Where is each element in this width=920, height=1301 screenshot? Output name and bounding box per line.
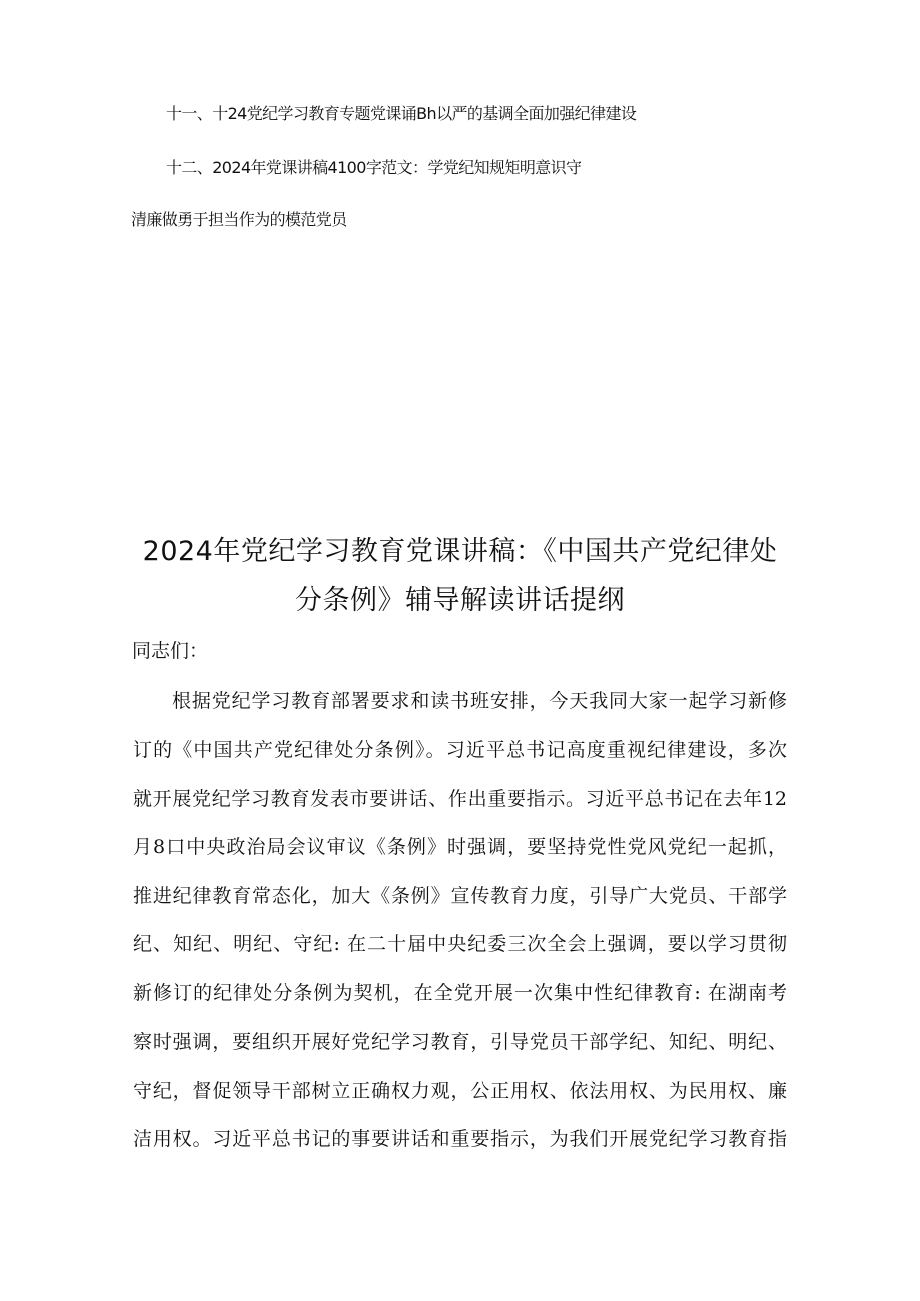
salutation: 同志们： bbox=[132, 640, 209, 662]
body-line: 察时强调，要组织开展好党纪学习教育，引导党员干部学纪、知纪、明纪、 bbox=[133, 1031, 787, 1053]
body-line: 新修订的纪律处分条例为契机，在全党开展一次集中性纪律教育: 在湖南考 bbox=[133, 982, 787, 1004]
document-title-line-2: 分条例》辅导解读讲话提纲 bbox=[295, 585, 625, 616]
body-line: 洁用权。习近平总书记的事要讲话和重要指示，为我们开展党纪学习教育指 bbox=[133, 1128, 787, 1150]
body-line: 纪、知纪、明纪、守纪: 在二十届中央纪委三次全会上强调，要以学习贯彻 bbox=[133, 933, 787, 955]
document-title-line-1: 2024年党纪学习教育党课讲稿：《中国共产党纪律处 bbox=[142, 536, 778, 567]
body-line: 月8口中央政治局会议审议《条例》时强调，要坚持党性党风党纪一起抓， bbox=[133, 836, 787, 858]
body-line: 订的《中国共产党纪律处分条例》。习近平总书记高度重视纪律建设，多次 bbox=[133, 739, 787, 761]
body-line: 就开展党纪学习教育发表市要讲话、作出重要指示。习近平总书记在去年12 bbox=[133, 788, 787, 810]
body-line: 推进纪律教育常态化，加大《条例》宣传教育力度，引导广大党员、干部学 bbox=[133, 885, 787, 907]
body-line: 根据党纪学习教育部署要求和读书班安排，今天我同大家一起学习新修 bbox=[172, 690, 787, 712]
toc-item-12: 十二、2024年党课讲稿4100字范文：学党纪知规矩明意识守 bbox=[166, 158, 582, 177]
toc-item-12-continuation: 清廉做勇于担当作为的模范党员 bbox=[131, 210, 347, 229]
toc-item-11: 十一、十24党纪学习教育专题党课诵Bh以严的基调全面加强纪律建设 bbox=[166, 104, 637, 123]
body-line: 守纪，督促领导干部树立正确权力观，公正用权、依法用权、为民用权、廉 bbox=[133, 1080, 787, 1102]
